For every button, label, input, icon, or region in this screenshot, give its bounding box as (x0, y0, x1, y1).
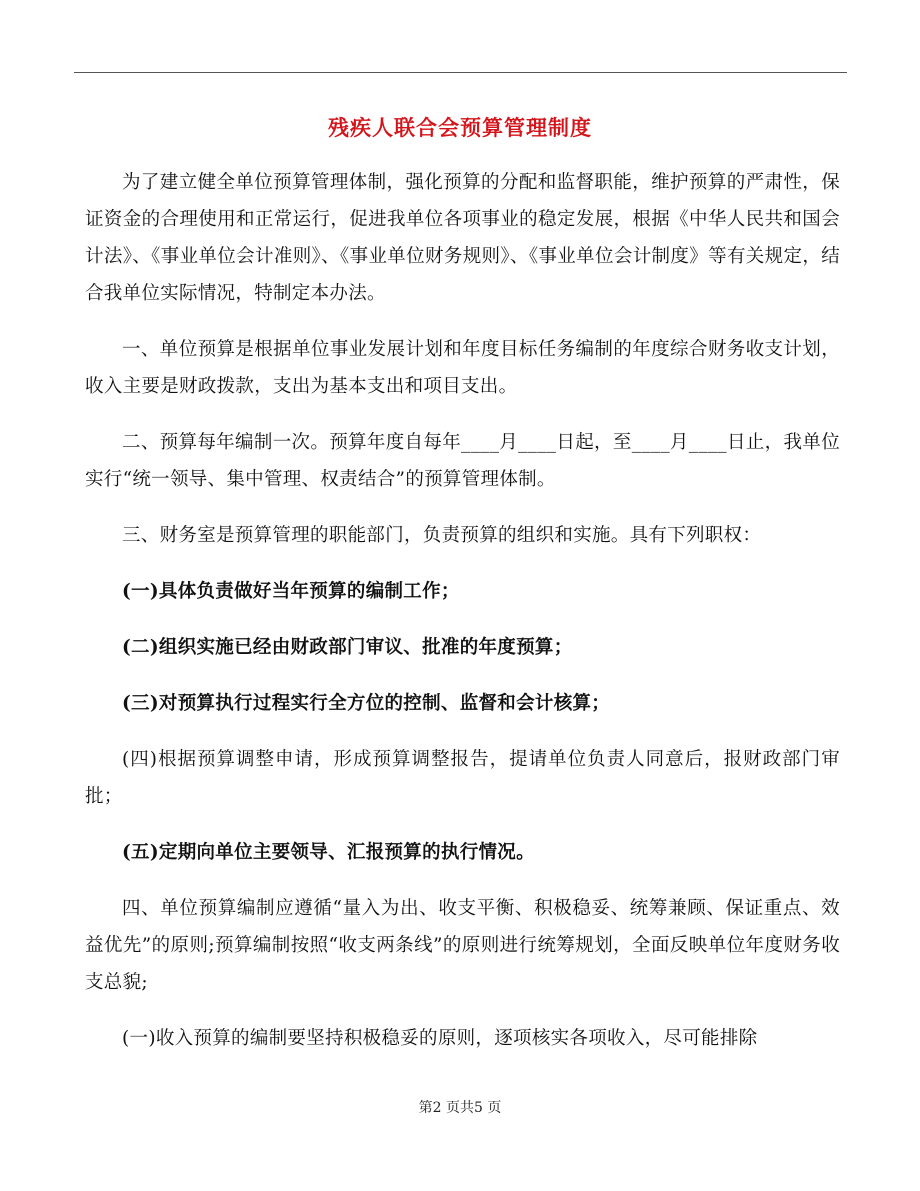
paragraph-item-4: (四)根据预算调整申请，形成预算调整报告，提请单位负责人同意后，报财政部门审批； (85, 749, 840, 807)
page-number: 第2 页共5 页 (418, 1100, 502, 1116)
document-title: 残疾人联合会预算管理制度 (328, 115, 592, 140)
paragraph-item-1: (一)具体负责做好当年预算的编制工作； (122, 581, 460, 602)
paragraph-article-4-item-1: (一)收入预算的编制要坚持积极稳妥的原则，逐项核实各项收入，尽可能排除 (122, 1028, 758, 1049)
document-body (85, 164, 840, 1057)
paragraph-article-4: 四、单位预算编制应遵循“量入为出、收支平衡、积极稳妥、统筹兼顾、保证重点、效益优先”的原则;预算编制按照“收支两条线”的原则进行统筹规划，全面反映单位年度财务收支总貌; (85, 898, 840, 993)
paragraph-article-1: 一、单位预算是根据单位事业发展计划和年度目标任务编制的年度综合财务收支计划，收入主要是财政拨款，支出为基本支出和项目支出。 (85, 339, 840, 397)
paragraph-article-3: 三、财务室是预算管理的职能部门，负责预算的组织和实施。具有下列职权： (122, 525, 762, 546)
header-divider (74, 72, 847, 73)
paragraph-preamble: 为了建立健全单位预算管理体制，强化预算的分配和监督职能，维护预算的严肃性，保证资金的合理使用和正常运行，促进我单位各项事业的稳定发展，根据《中华人民共和国会计法》、《事业单位会计准则》、《事业单位财务规则》、《事业单位会计制度》等有关规定，结合我单位实际情况，特制定本办法。 (85, 172, 840, 304)
paragraph-item-3: (三)对预算执行过程实行全方位的控制、监督和会计核算； (122, 693, 611, 714)
paragraph-article-2: 二、预算每年编制一次。预算年度自每年____月____日起，至____月____日止，我单位实行“统一领导、集中管理、权责结合”的预算管理体制。 (85, 432, 840, 490)
paragraph-item-2: (二)组织实施已经由财政部门审议、批准的年度预算； (122, 637, 573, 658)
paragraph-item-5: (五)定期向单位主要领导、汇报预算的执行情况。 (122, 842, 535, 863)
